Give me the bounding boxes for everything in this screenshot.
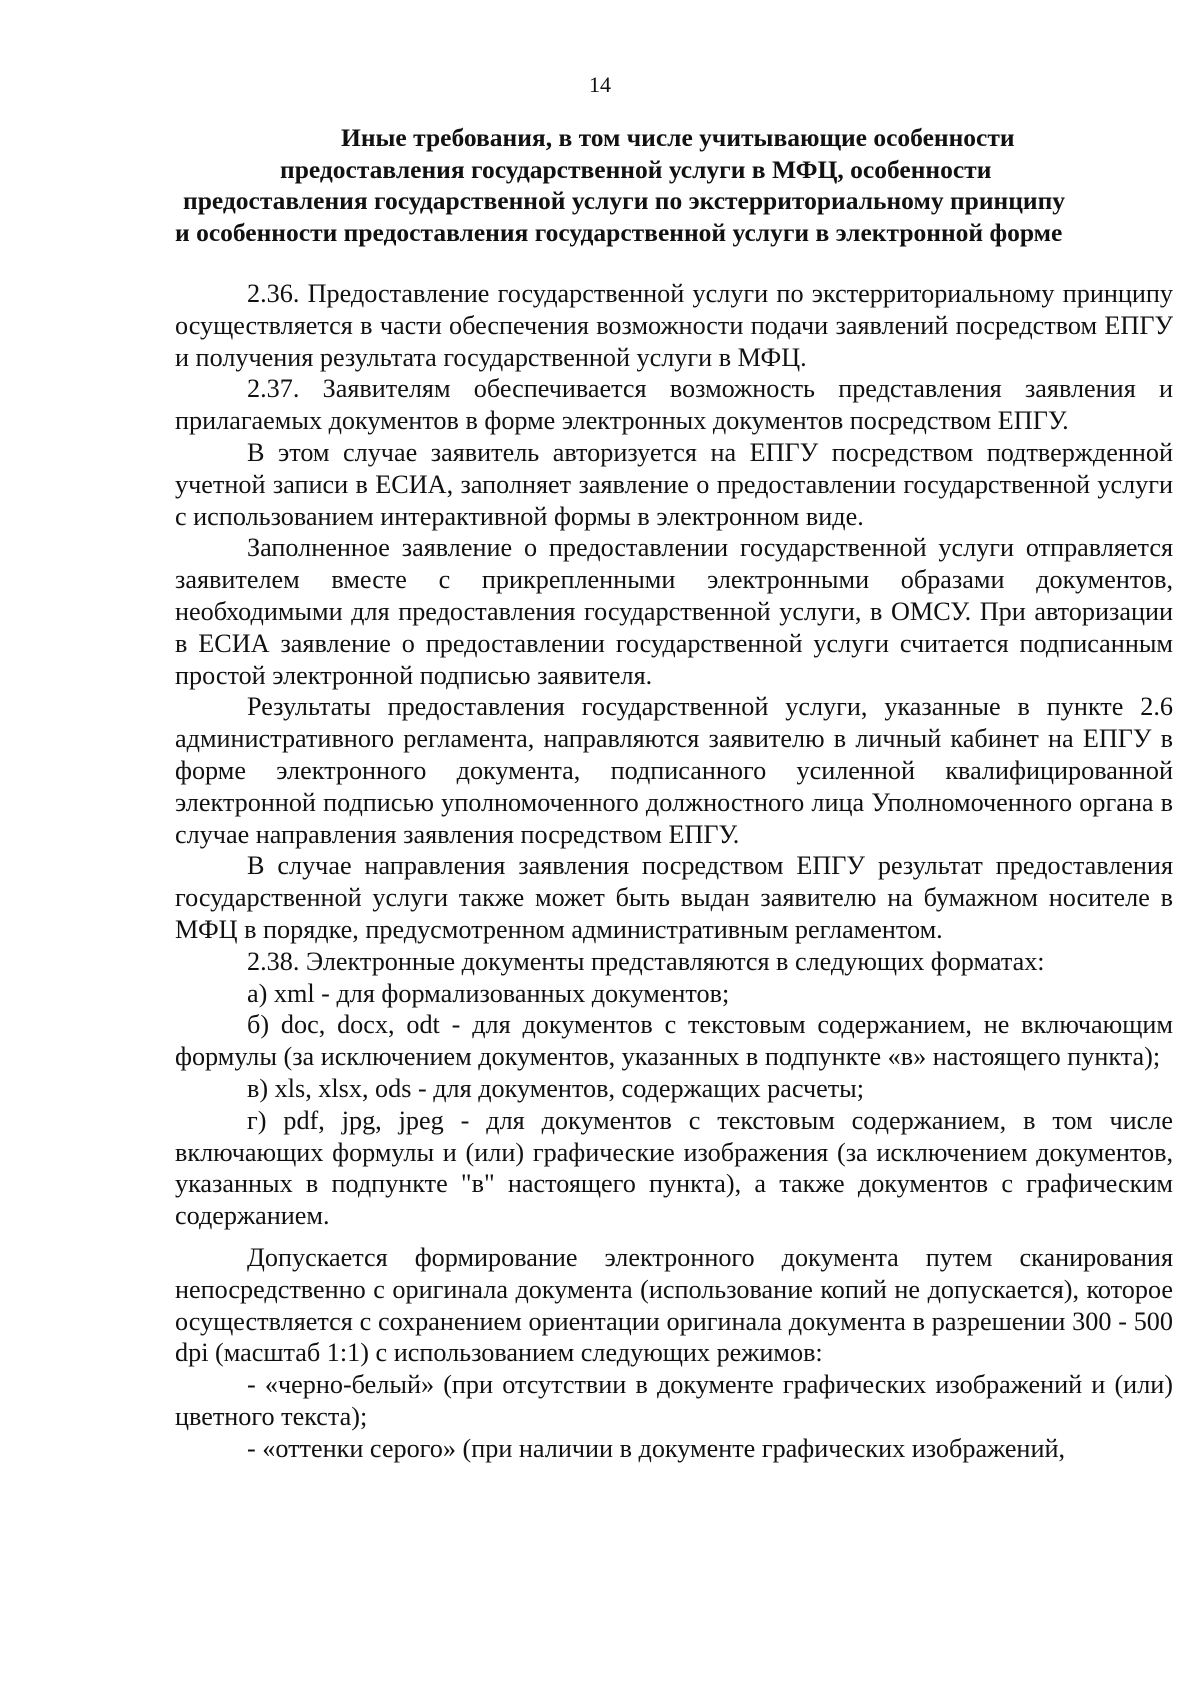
paragraph-2-36: 2.36. Предоставление государственной услуги по экстерриториальному принципу осуществляется в части обеспечения возможности подачи заявлений посредством ЕПГУ и получения результата государственной услуги в МФЦ. (175, 279, 1173, 372)
paragraph: Заполненное заявление о предоставлении государственной услуги отправляется заявителем вместе с прикрепленными электронными образами документов, необходимыми для предоставления государственной услуги, в ОМСУ. При авторизации в ЕСИА заявление о предоставлении государственной услуги считается подписанным простой электронной подписью заявителя. (175, 533, 1173, 690)
list-item-b: б) doc, docx, odt - для документов с текстовым содержанием, не включающим формулы (за исключением документов, указанных в подпункте «в» настоящего пункта); (175, 1010, 1173, 1072)
paragraph: В этом случае заявитель авторизуется на ЕПГУ посредством подтвержденной учетной записи в ЕСИА, заполняет заявление о предоставлении государственной услуги с использованием интерактивной формы в электронном виде. (175, 437, 1173, 531)
list-item-g: г) pdf, jpg, jpeg - для документов с текстовым содержанием, в том числе включающих формулы и (или) графические изображения (за исключением документов, указанных в подпункте "в" настоящего пункта), а также документов с графическим содержанием. (175, 1105, 1173, 1231)
list-item-v: в) xls, xlsx, ods - для документов, содержащих расчеты; (247, 1073, 865, 1103)
paragraph-2-37: 2.37. Заявителям обеспечивается возможность представления заявления и прилагаемых документов в форме электронных документов посредством ЕПГУ. (175, 374, 1173, 436)
paragraph: Результаты предоставления государственной услуги, указанные в пункте 2.6 административного регламента, направляются заявителю в личный кабинет на ЕПГУ в форме электронного документа, подписанного усиленной квалифицированной электронной подписью уполномоченного должностного лица Уполномоченного органа в случае направления заявления посредством ЕПГУ. (175, 692, 1173, 849)
paragraph-2-38: 2.38. Электронные документы представляются в следующих форматах: (247, 946, 1045, 976)
list-item-dash: - «оттенки серого» (при наличии в документе графических изображений, (247, 1433, 1066, 1463)
list-item-a: а) xml - для формализованных документов; (247, 978, 730, 1008)
paragraph: Допускается формирование электронного документа путем сканирования непосредственно с оригинала документа (использование копий не допускается), которое осуществляется с сохранением ориентации оригинала документа в разрешении 300 - 500 dpi (масштаб 1:1) с использованием следующих режимов: (175, 1242, 1173, 1368)
heading-line: предоставления государственной услуги по экстерриториальному принципу (183, 186, 1066, 215)
document-body (175, 278, 1173, 1464)
heading-line: и особенности предоставления государственной услуги в электронной форме (175, 217, 1063, 247)
paragraph: В случае направления заявления посредством ЕПГУ результат предоставления государственной услуги также может быть выдан заявителю на бумажном носителе в МФЦ в порядке, предусмотренном административным регламентом. (175, 851, 1173, 944)
heading-line: предоставления государственной услуги в МФЦ, особенности (280, 154, 992, 184)
heading-line: Иные требования, в том числе учитывающие особенности (341, 123, 1015, 152)
page-number: 14 (589, 72, 611, 97)
list-item-dash: - «черно-белый» (при отсутствии в документе графических изображений и (или) цветного текста); (175, 1370, 1173, 1431)
section-heading (175, 122, 1171, 248)
